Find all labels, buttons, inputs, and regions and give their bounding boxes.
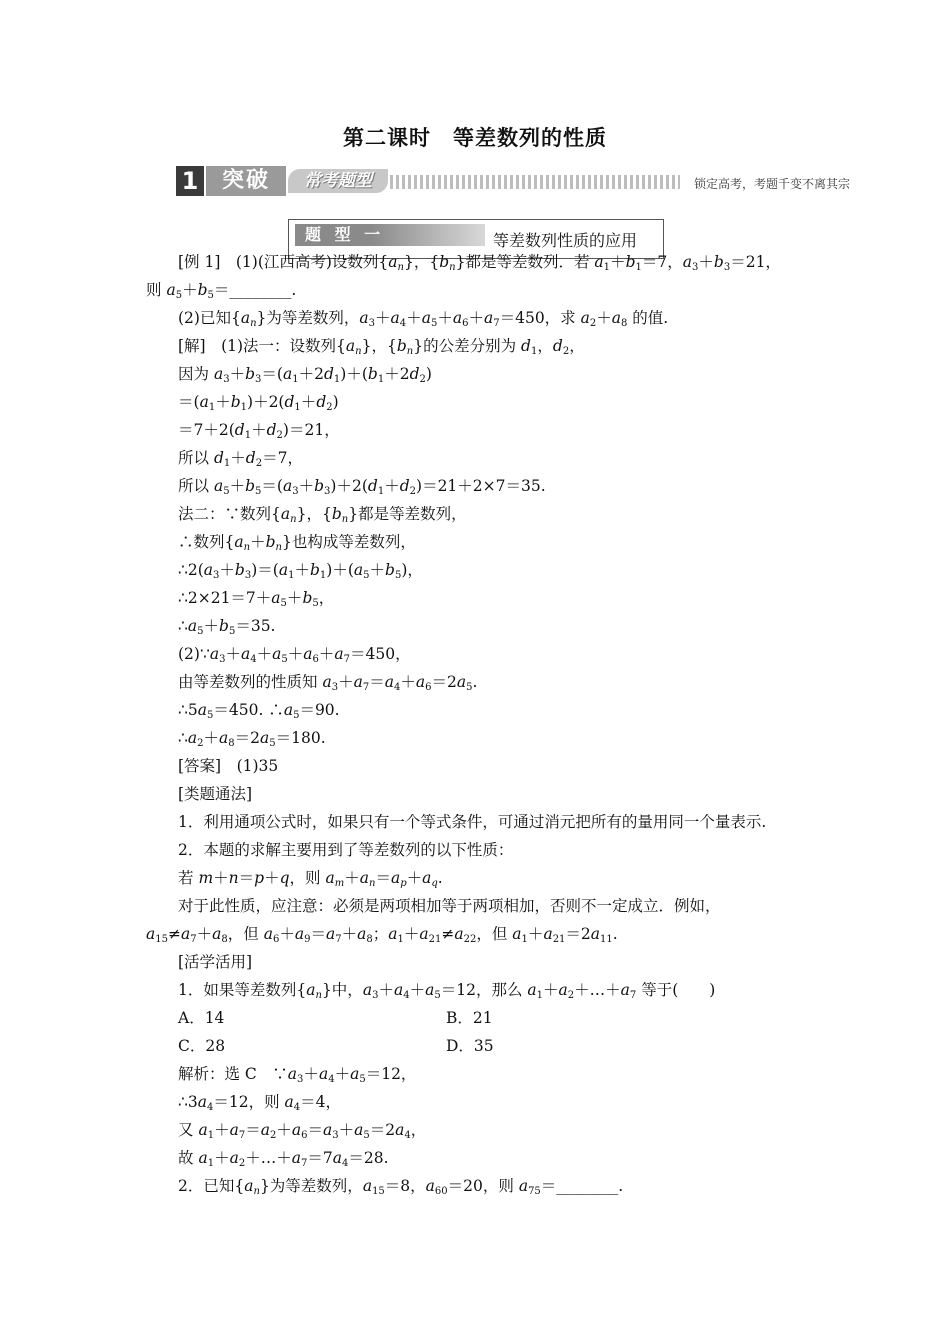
text-line: [例 1] (1)(江西高考)设数列$\{a_n\}$，$\{b_n\}$都是等差数列．若 $a_1+b_1=7$，$a_3+b_3=21$，	[178, 253, 781, 273]
text-line: 若 m＋n＝p＋q，则 $a_m+a_n=a_p+a_q$.	[178, 869, 443, 889]
text-line: $=(a_1+b_1)+2(d_1+d_2)$	[178, 393, 339, 413]
text-line: B．21	[446, 1009, 493, 1027]
text-line: C．28	[178, 1037, 226, 1055]
text-line: $\therefore a_5+b_5=35$.	[178, 617, 276, 637]
text-line: 1．如果等差数列$\{a_n\}$中，$a_3+a_4+a_5=12$，那么 $a_1+a_2+\dots+a_7$ 等于( )	[178, 981, 716, 1001]
text-line: [类题通法]	[178, 785, 253, 803]
banner-tagline: 锁定高考，考题千变不离其宗	[690, 175, 850, 192]
text-line: $\therefore 2\times 21=7+a_5+b_5$，	[178, 589, 335, 609]
text-line: D．35	[446, 1037, 494, 1055]
banner-sub-label: 常考题型	[288, 169, 388, 193]
text-line: 所以 $d_1+d_2=7$，	[178, 449, 303, 469]
text-line: $\therefore 2(a_3+b_3)=(a_1+b_1)+(a_5+b_5)$，	[178, 561, 423, 581]
text-line: 解析：选 C $\because a_3+a_4+a_5=12$，	[178, 1065, 417, 1085]
text-line: 又 $a_1+a_7=a_2+a_6=a_3+a_5=2a_4$，	[178, 1121, 427, 1141]
text-line: ∴数列$\{a_n+b_n\}$也构成等差数列，	[178, 533, 416, 553]
text-line: [答案] (1)35	[178, 757, 279, 775]
text-line: 所以 $a_5+b_5=(a_3+b_3)+2(d_1+d_2)=21+2\times 7=35$.	[178, 477, 546, 497]
text-line: [活学活用]	[178, 953, 253, 971]
text-line: 则 $a_5+b_5=\_\_\_\_\_\_\_\_$.	[146, 281, 297, 301]
question-type-text: 等差数列性质的应用	[493, 231, 638, 250]
question-type-label: 题 型 一	[295, 224, 485, 246]
text-line: $(2)\because a_3+a_4+a_5+a_6+a_7=450$，	[178, 645, 411, 665]
text-line: 对于此性质，应注意：必须是两项相加等于两项相加，否则不一定成立．例如，	[178, 897, 721, 915]
text-line: A．14	[178, 1009, 225, 1027]
section-banner	[176, 163, 850, 199]
text-line: $\therefore 3a_4=12$，则 $a_4=4$，	[178, 1093, 342, 1113]
text-line: 2．已知$\{a_n\}$为等差数列，$a_{15}=8$，$a_{60}=20$，则 $a_{75}=\_\_\_\_\_\_\_\_$.	[178, 1177, 624, 1197]
text-line: $\therefore 5a_5=450$. $\therefore a_5=90$.	[178, 701, 340, 721]
page-title: 第二课时 等差数列的性质	[343, 126, 607, 150]
banner-main-label: 突破	[206, 166, 286, 196]
text-line: (2)已知$\{a_n\}$为等差数列，$a_3+a_4+a_5+a_6+a_7=450$，求 $a_2+a_8$ 的值.	[178, 309, 669, 329]
text-line: 故 $a_1+a_2+\dots+a_7=7a_4=28$.	[178, 1149, 389, 1169]
text-line: 因为 $a_3+b_3=(a_1+2d_1)+(b_1+2d_2)$	[178, 365, 432, 385]
text-line: 由等差数列的性质知 $a_3+a_7=a_4+a_6=2a_5$.	[178, 673, 478, 693]
text-line: $a_{15}\ne a_7+a_8$，但 $a_6+a_9=a_7+a_8$；$a_1+a_{21}\ne a_{22}$，但 $a_1+a_{21}=2a_{11}$.	[146, 925, 618, 945]
text-line: 2．本题的求解主要用到了等差数列的以下性质：	[178, 841, 514, 859]
text-line: $=7+2(d_1+d_2)=21$，	[178, 421, 340, 441]
text-line: 1．利用通项公式时，如果只有一个等式条件，可通过消元把所有的量用同一个量表示.	[178, 813, 767, 831]
text-line: $\therefore a_2+a_8=2a_5=180$.	[178, 729, 326, 749]
text-line: [解] (1)法一：设数列$\{a_n\}$，$\{b_n\}$的公差分别为 $d_1$，$d_2$，	[178, 337, 585, 357]
banner-stripes	[390, 175, 680, 189]
banner-number: 1	[176, 166, 204, 196]
text-line: 法二：∵数列$\{a_n\}$，$\{b_n\}$都是等差数列，	[178, 505, 467, 525]
